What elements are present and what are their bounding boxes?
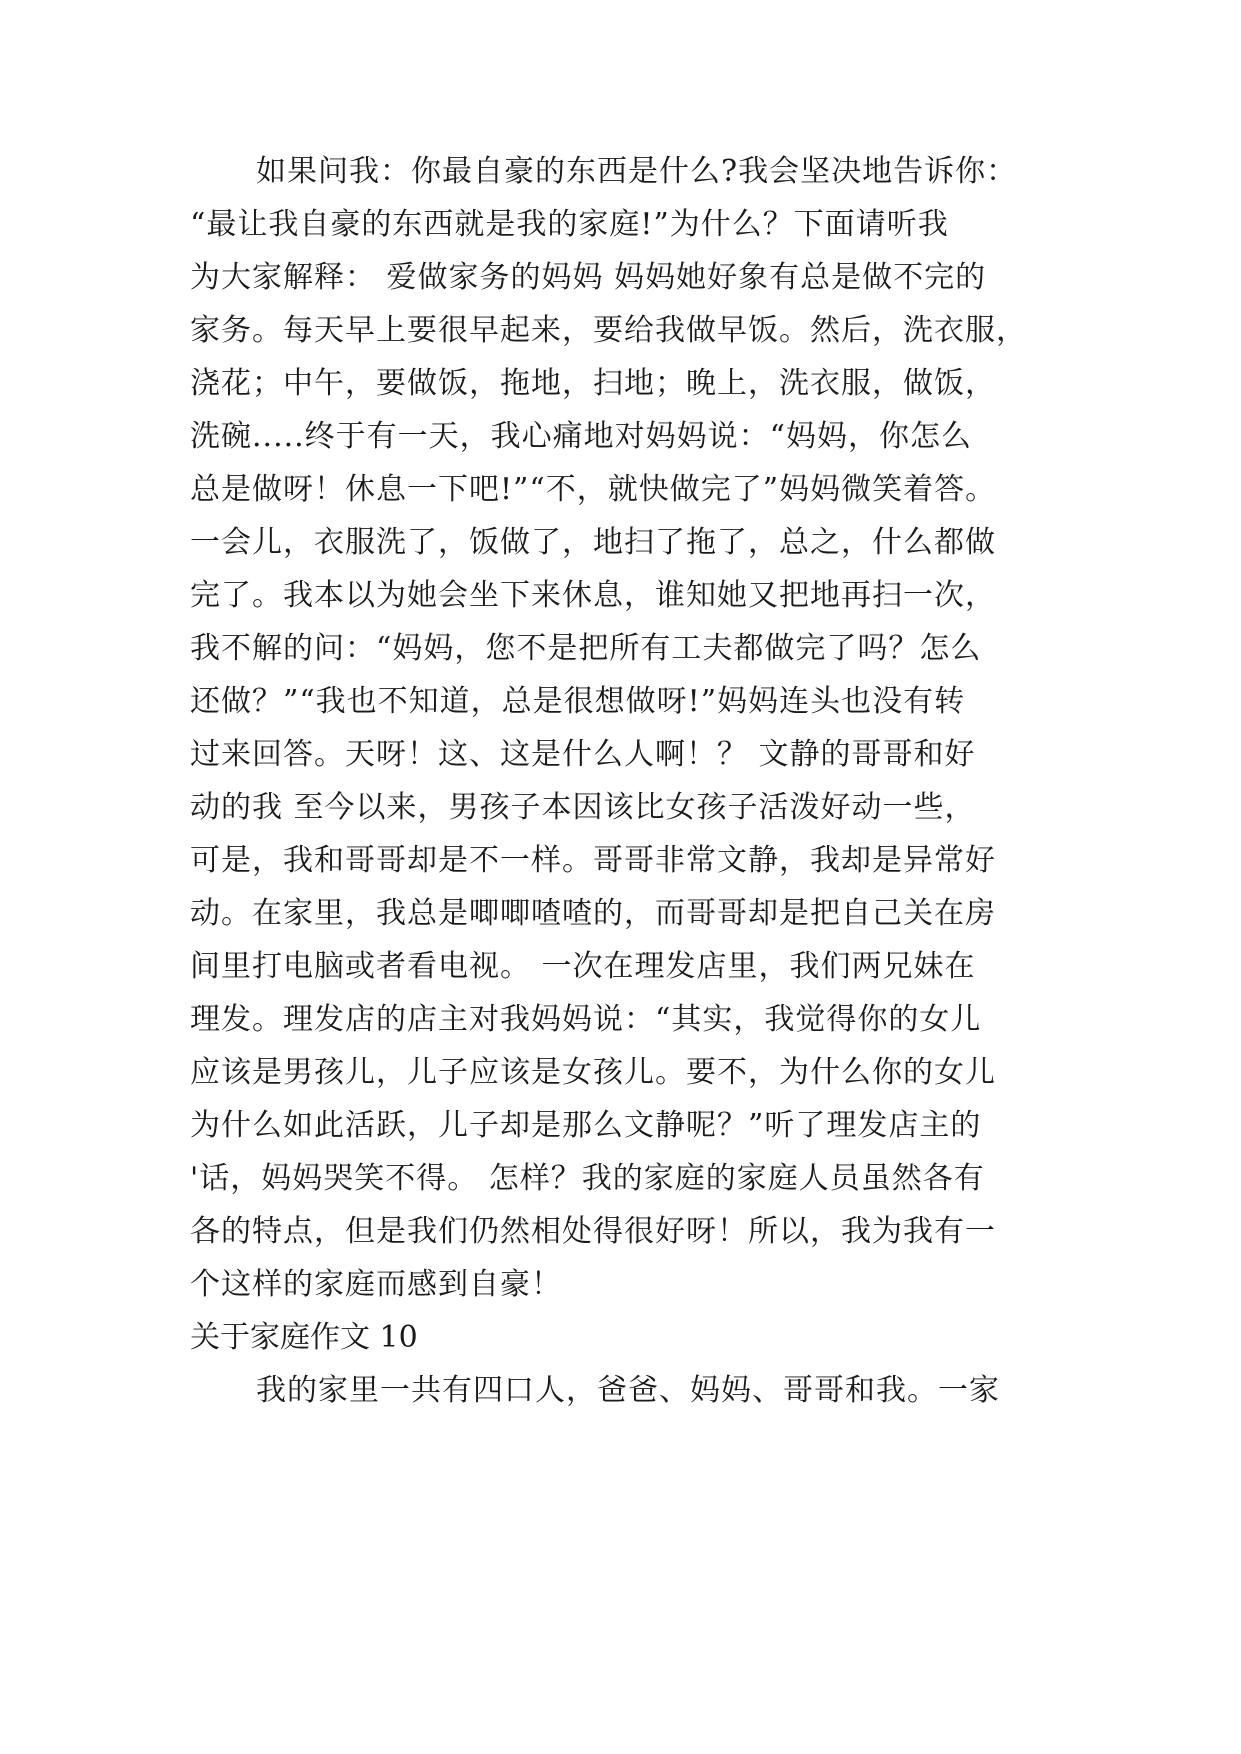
paragraph-line: 还做？”“我也不知道，总是很想做呀!”妈妈连头也没有转 <box>190 684 966 719</box>
paragraph-line: 理发。理发店的店主对我妈妈说：“其实，我觉得你的女儿 <box>190 1002 982 1037</box>
paragraph-line: 我的家里一共有四口人，爸爸、妈妈、哥哥和我。一家 <box>256 1373 1000 1408</box>
paragraph-line: 为什么如此活跃，儿子却是那么文静呢？”听了理发店主的 <box>190 1108 982 1143</box>
paragraph-line: 各的特点，但是我们仍然相处得很好呀！所以，我为我有一 <box>190 1214 996 1249</box>
paragraph-line: '话，妈妈哭笑不得。 怎样？我的家庭的家庭人员虽然各有 <box>190 1161 985 1196</box>
paragraph-line: 完了。我本以为她会坐下来休息，谁知她又把地再扫一次， <box>190 578 996 613</box>
paragraph-line: 总是做呀！休息一下吧!”“不，就快做完了”妈妈微笑着答。 <box>190 472 997 507</box>
paragraph-line: 家务。每天早上要很早起来，要给我做早饭。然后，洗衣服， <box>190 313 1027 348</box>
paragraph-line: 可是，我和哥哥却是不一样。哥哥非常文静，我却是异常好 <box>190 843 996 878</box>
paragraph-line: 间里打电脑或者看电视。 一次在理发店里，我们两兄妹在 <box>190 949 976 984</box>
paragraph-line: 一会儿，衣服洗了，饭做了，地扫了拖了，总之，什么都做 <box>190 525 996 560</box>
paragraph-line: 洗碗.....终于有一天，我心痛地对妈妈说：“妈妈，你怎么 <box>190 419 973 454</box>
paragraph-line: 浇花；中午，要做饭，拖地，扫地；晚上，洗衣服，做饭， <box>190 366 996 401</box>
paragraph-line: 应该是男孩儿，儿子应该是女孩儿。要不，为什么你的女儿 <box>190 1055 996 1090</box>
paragraph-line: 个这样的家庭而感到自豪！ <box>190 1267 562 1302</box>
paragraph-line: “最让我自豪的东西就是我的家庭!”为什么？下面请听我 <box>190 207 949 242</box>
paragraph-line: 我不解的问：“妈妈，您不是把所有工夫都做完了吗？怎么 <box>190 631 982 666</box>
paragraph-line: 动的我 至今以来，男孩子本因该比女孩子活泼好动一些， <box>190 790 976 825</box>
section-heading: 关于家庭作文 10 <box>190 1320 418 1355</box>
paragraph-line: 如果问我：你最自豪的东西是什么?我会坚决地告诉你： <box>256 154 1018 189</box>
paragraph-line: 为大家解释： 爱做家务的妈妈 妈妈她好象有总是做不完的 <box>190 260 987 295</box>
paragraph-line: 过来回答。天呀！这、这是什么人啊！？ 文静的哥哥和好 <box>190 737 976 772</box>
paragraph-line: 动。在家里，我总是唧唧喳喳的，而哥哥却是把自己关在房 <box>190 896 996 931</box>
